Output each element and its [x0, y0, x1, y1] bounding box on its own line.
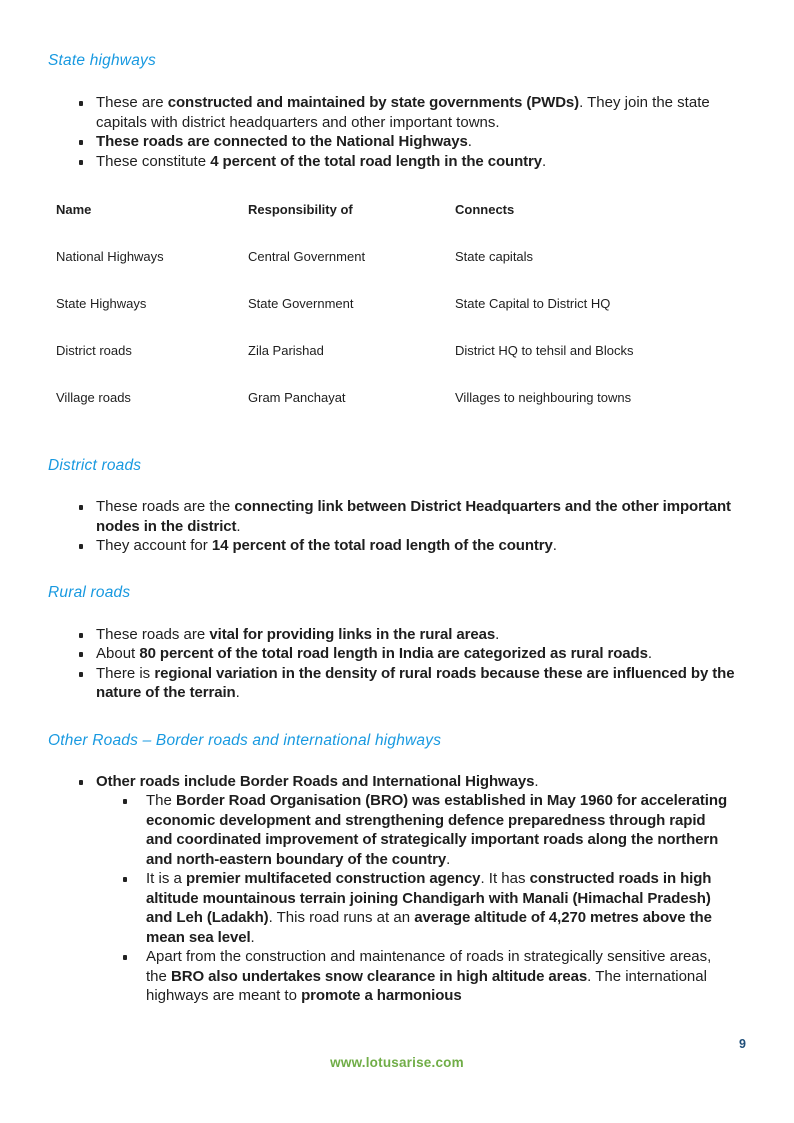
sub-list-item: It is a premier multifaceted construction agency. It has constructed roads in high altitude mountainous terrain joining Chandigarh with Manali (Himachal Pradesh) and Leh (Ladakh). This road runs at an average altitude of 4,270 metres above the mean sea level.	[96, 869, 742, 947]
section-heading-district-roads: District roads	[48, 457, 142, 474]
list-item: About 80 percent of the total road length in India are categorized as rural roads.	[48, 644, 746, 664]
footer-website-link[interactable]: www.lotusarise.com	[330, 1055, 464, 1070]
table-cell: State capitals	[455, 249, 534, 264]
section-heading-other-roads: Other Roads – Border roads and international highways	[48, 731, 442, 749]
section-heading-rural-roads: Rural roads	[48, 583, 131, 601]
table-cell: Gram Panchayat	[248, 390, 346, 405]
sub-list-item: Apart from the construction and maintenance of roads in strategically sensitive areas, the BRO also undertakes snow clearance in high altitude areas. The international highways are meant to promote a harmonious	[96, 947, 742, 1006]
list-item: These constitute 4 percent of the total road length in the country.	[48, 152, 746, 172]
list-item: They account for 14 percent of the total road length of the country.	[48, 536, 746, 556]
list-item	[48, 772, 746, 1006]
table-cell: District roads	[56, 343, 132, 358]
district-roads-bullet-list	[48, 497, 746, 556]
table-cell: National Highways	[56, 249, 164, 264]
table-cell: State Government	[248, 296, 354, 311]
list-item: These roads are connected to the National Highways.	[48, 132, 746, 152]
page-number: 9	[739, 1037, 746, 1051]
list-item: These roads are vital for providing links in the rural areas.	[48, 625, 746, 645]
section-heading-state-highways: State highways	[48, 52, 156, 69]
section-state-highways	[48, 52, 746, 171]
table-cell: State Capital to District HQ	[455, 296, 611, 311]
table-cell: State Highways	[56, 296, 147, 311]
list-item: These are constructed and maintained by state governments (PWDs). They join the state capitals with district headquarters and other important towns.	[48, 93, 746, 132]
table-header-connects: Connects	[455, 202, 515, 217]
other-roads-bullet-list	[48, 772, 746, 1006]
table-cell: Villages to neighbouring towns	[455, 390, 632, 405]
section-other-roads	[48, 732, 746, 1006]
rural-roads-bullet-list	[48, 625, 746, 703]
list-item: These roads are the connecting link between District Headquarters and the other important nodes in the district.	[48, 497, 746, 536]
table-header-name: Name	[56, 202, 92, 217]
list-item: There is regional variation in the density of rural roads because these are influenced by the nature of the terrain.	[48, 664, 746, 703]
roads-comparison-table	[56, 202, 746, 437]
table-cell: Central Government	[248, 249, 366, 264]
other-roads-sub-list	[96, 791, 742, 1006]
table-header-responsibility: Responsibility of	[248, 202, 353, 217]
table-cell: Zila Parishad	[248, 343, 324, 358]
section-district-roads	[48, 457, 746, 556]
table-cell: Village roads	[56, 390, 131, 405]
sub-list-item: The Border Road Organisation (BRO) was established in May 1960 for accelerating economic development and strengthening defence preparedness through rapid and coordinated improvement of strategically important roads along the northern and north-eastern boundary of the country.	[96, 791, 742, 869]
state-highways-bullet-list	[48, 93, 746, 171]
section-rural-roads	[48, 584, 746, 703]
table-cell: District HQ to tehsil and Blocks	[455, 343, 634, 358]
list-item-text: Other roads include Border Roads and International Highways.	[96, 772, 539, 790]
